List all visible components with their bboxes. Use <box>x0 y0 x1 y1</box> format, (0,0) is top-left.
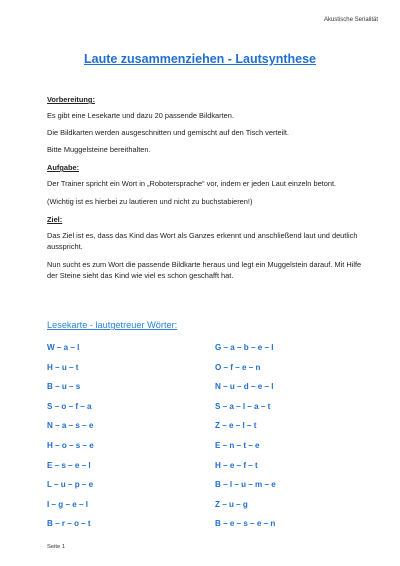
section-heading-preparation: Vorbereitung: <box>47 95 95 104</box>
word-item: B – l – u – m – e <box>215 480 276 490</box>
page-number: Seite 1 <box>47 544 66 550</box>
header-label: Akustische Serialität <box>323 17 378 23</box>
paragraph: (Wichtig ist es hierbei zu lautieren und nicht zu buchstabieren!) <box>47 197 253 206</box>
page-title: Laute zusammenziehen - Lautsynthese <box>83 52 316 66</box>
section-preparation <box>47 94 367 155</box>
paragraph: Die Bildkarten werden ausgeschnitten und gemischt auf den Tisch verteilt. <box>47 128 289 137</box>
word-item: N – u – d – e – l <box>215 382 274 392</box>
word-item: L – u – p – e <box>47 480 94 490</box>
word-item: S – o – f – a <box>47 401 92 411</box>
section-heading-goal: Ziel: <box>47 215 63 224</box>
word-item: Z – u – g <box>215 499 248 509</box>
word-item: B – r – o – t <box>47 519 91 529</box>
word-item: B – u – s <box>47 382 81 392</box>
word-item: H – o – s – e <box>47 440 94 450</box>
word-item: W – a – l <box>47 343 80 352</box>
word-item: B – e – s – e – n <box>215 519 276 529</box>
reading-card-word-list <box>47 338 347 534</box>
instructions <box>47 94 367 288</box>
word-item: H – u – t <box>47 362 79 372</box>
word-item: S – a – l – a – t <box>215 401 271 411</box>
word-item: Z – e – l – t <box>215 421 257 431</box>
word-item: E – s – e – l <box>47 460 91 470</box>
paragraph: Bitte Muggelsteine bereithalten. <box>47 145 151 154</box>
paragraph: Nun sucht es zum Wort die passende Bildkarte heraus und legt ein Muggelstein darauf. Mit Hilfe der Steine sieht das Kind wie viel es schon geschafft hat. <box>47 260 362 280</box>
word-item: G – a – b – e – l <box>215 343 274 352</box>
section-heading-task: Aufgabe: <box>47 163 80 172</box>
section-task <box>47 162 367 207</box>
word-item: N – a – s – e <box>47 421 94 431</box>
paragraph: Es gibt eine Lesekarte und dazu 20 passende Bildkarten. <box>47 111 234 120</box>
paragraph: Der Trainer spricht ein Wort in „Robotersprache“ vor, indem er jeden Laut einzeln betont. <box>47 179 337 188</box>
word-item: E – n – t – e <box>215 440 260 450</box>
word-item: I – g – e – l <box>47 499 88 509</box>
word-item: H – e – f – t <box>215 460 258 470</box>
reading-card-title: Lesekarte - lautgetreuer Wörter: <box>47 320 178 330</box>
section-goal <box>47 214 367 281</box>
word-item: O – f – e – n <box>215 362 261 372</box>
paragraph: Das Ziel ist es, dass das Kind das Wort als Ganzes erkennt und anschließend laut und deutlich ausspricht. <box>47 231 358 251</box>
